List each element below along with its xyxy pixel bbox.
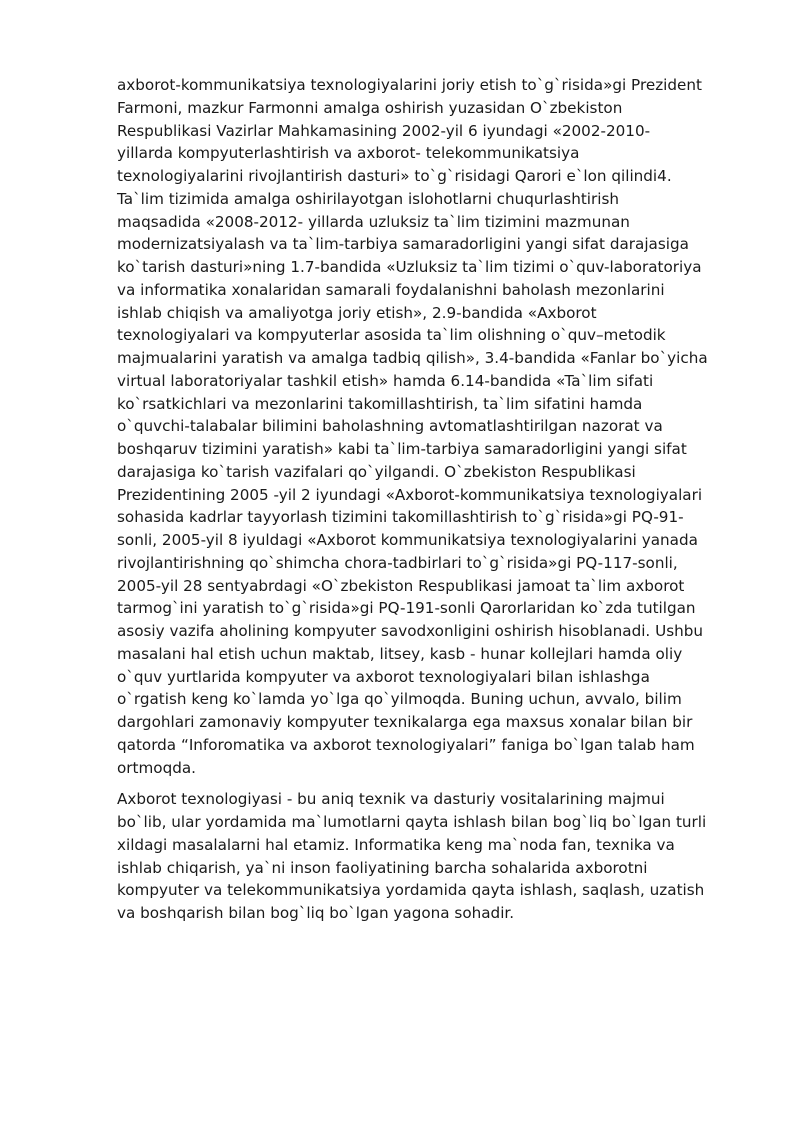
text-line: va informatika xonalaridan samarali foydalanishni baholash mezonlarini [117,280,665,299]
text-line: axborot-kommunikatsiya texnologiyalarini joriy etish to`g`risida»gi Prezident [117,76,702,94]
text-line: ishlab chiqarish, ya`ni inson faoliyatining barcha sohalarida axborotni [117,858,648,877]
text-line: asosiy vazifa aholining kompyuter savodxonligini oshirish hisoblanadi. Ushbu [117,622,704,640]
text-line: majmualarini yaratish va amalga tadbiq qilish», 3.4-bandida «Fanlar bo`yicha [117,349,708,367]
text-line: virtual laboratoriyalar tashkil etish» hamda 6.14-bandida «Ta`lim sifati [117,371,654,390]
text-line: sohasida kadrlar tayyorlash tizimini takomillashtirish to`g`risida»gi PQ-91- [117,508,684,527]
text-line: sonli, 2005-yil 8 iyuldagi «Axborot kommunikatsiya texnologiyalarini yanada [117,531,698,549]
text-line: ishlab chiqish va amaliyotga joriy etish», 2.9-bandida «Axborot [117,303,597,322]
text-line: Axborot texnologiyasi - bu aniq texnik va dasturiy vositalarining majmui [117,790,665,809]
text-line: Prezidentining 2005 -yil 2 iyundagi «Axborot-kommunikatsiya texnologiyalari [117,485,703,504]
text-line: xildagi masalalarni hal etamiz. Informatika keng ma`noda fan, texnika va [117,835,675,854]
text-line: masalani hal etish uchun maktab, litsey, kasb - hunar kollejlari hamda oliy [117,644,683,663]
text-line: rivojlantirishning qo`shimcha chora-tadbirlari to`g`risida»gi PQ-117-sonli, [117,553,678,572]
document-page [117,74,757,925]
text-line: o`quv yurtlarida kompyuter va axborot texnologiyalari bilan ishlashga [117,667,650,686]
text-line: Farmoni, mazkur Farmonni amalga oshirish yuzasidan O`zbekiston [117,98,623,117]
text-line: tarmog`ini yaratish to`g`risida»gi PQ-191-sonli Qarorlaridan ko`zda tutilgan [117,599,696,618]
text-line: texnologiyalari va kompyuterlar asosida ta`lim olishning o`quv–metodik [117,326,666,345]
text-line: yillarda kompyuterlashtirish va axborot- telekommunikatsiya [117,144,580,163]
text-line: qatorda “Inforomatika va axborot texnologiyalari” faniga bo`lgan talab ham [117,735,695,754]
text-line: modernizatsiyalash va ta`lim-tarbiya samaradorligini yangi sifat darajasiga [117,235,689,254]
text-line: dargohlari zamonaviy kompyuter texnikalarga ega maxsus xonalar bilan bir [117,713,693,731]
text-line: va boshqarish bilan bog`liq bo`lgan yagona sohadir. [117,904,515,922]
text-line: ko`rsatkichlari va mezonlarini takomillashtirish, ta`lim sifatini hamda [117,394,643,413]
text-line: ko`tarish dasturi»ning 1.7-bandida «Uzluksiz ta`lim tizimi o`quv-laboratoriya [117,258,702,276]
text-line: Ta`lim tizimida amalga oshirilayotgan islohotlarni chuqurlashtirish [117,189,620,208]
text-line: Respublikasi Vazirlar Mahkamasining 2002-yil 6 iyundagi «2002-2010- [117,121,651,140]
text-line: kompyuter va telekommunikatsiya yordamida qayta ishlash, saqlash, uzatish [117,881,705,900]
text-line: bo`lib, ular yordamida ma`lumotlarni qayta ishlash bilan bog`liq bo`lgan turli [117,813,707,831]
text-line: ortmoqda. [117,758,196,777]
paragraph-2 [117,788,757,925]
text-line: texnologiyalarini rivojlantirish dasturi» to`g`risidagi Qarori e`lon qilindi4. [117,167,672,185]
text-line: darajasiga ko`tarish vazifalari qo`yilgandi. O`zbekiston Respublikasi [117,462,636,481]
paragraph-1 [117,74,757,779]
text-line: o`quvchi-talabalar bilimini baholashning avtomatlashtirilgan nazorat va [117,417,663,436]
text-line: maqsadida «2008-2012- yillarda uzluksiz ta`lim tizimini mazmunan [117,212,630,231]
text-line: boshqaruv tizimini yaratish» kabi ta`lim-tarbiya samaradorligini yangi sifat [117,440,687,458]
text-line: o`rgatish keng ko`lamda yo`lga qo`yilmoqda. Buning uchun, avvalo, bilim [117,690,682,709]
text-line: 2005-yil 28 sentyabrdagi «O`zbekiston Respublikasi jamoat ta`lim axborot [117,576,685,595]
